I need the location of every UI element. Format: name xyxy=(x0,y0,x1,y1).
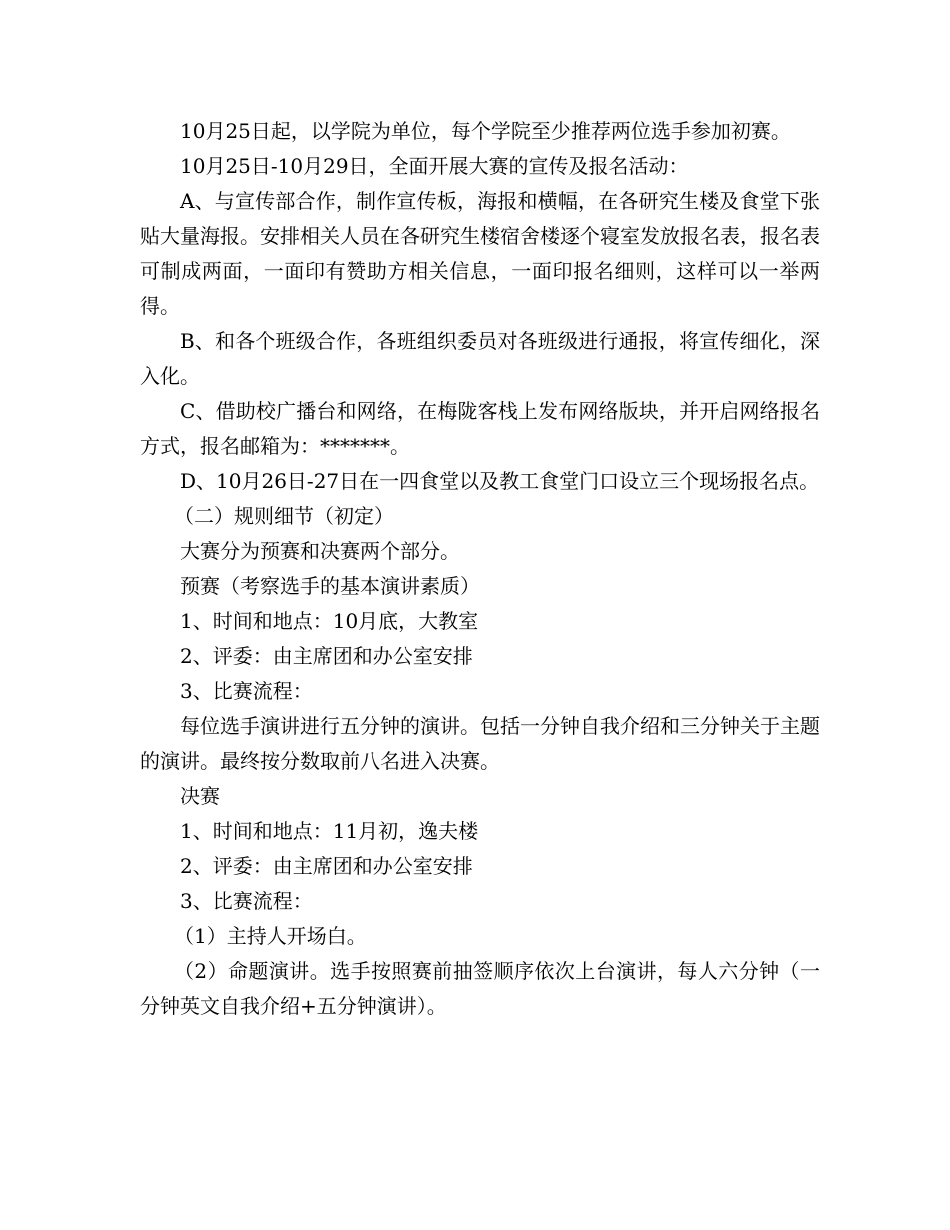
paragraph-item-b: B、和各个班级合作，各班组织委员对各班级进行通报，将宣传细化，深入化。 xyxy=(140,329,820,388)
paragraph-promotion-period: 10月25日-10月29日，全面开展大赛的宣传及报名活动： xyxy=(180,154,689,178)
final-time-place: 1、时间和地点：11月初，逸夫楼 xyxy=(180,819,479,843)
paragraph-item-d: D、10月26日-27日在一四食堂以及教工食堂门口设立三个现场报名点。 xyxy=(180,469,820,493)
paragraph-competition-parts: 大赛分为预赛和决赛两个部分。 xyxy=(180,539,460,563)
preliminary-process-detail: 每位选手演讲进行五分钟的演讲。包括一分钟自我介绍和三分钟关于主题的演讲。最终按分数取前八名进入决赛。 xyxy=(140,714,820,773)
paragraph-item-a: A、与宣传部合作，制作宣传板，海报和横幅，在各研究生楼及食堂下张贴大量海报。安排相关人员在各研究生楼宿舍楼逐个寝室发放报名表，报名表可制成两面，一面印有赞助方相关信息，一面印报名细则，这样可以一举两得。 xyxy=(140,189,820,318)
subheading-preliminary: 预赛（考察选手的基本演讲素质） xyxy=(180,574,480,598)
paragraph-item-c: C、借助校广播台和网络，在梅陇客栈上发布网络版块，并开启网络报名方式，报名邮箱为：*******。 xyxy=(140,399,820,458)
preliminary-process-label: 3、比赛流程： xyxy=(180,679,313,703)
section-heading-rules: （二）规则细节（初定） xyxy=(174,504,394,528)
final-step-2: （2）命题演讲。选手按照赛前抽签顺序依次上台演讲，每人六分钟（一分钟英文自我介绍+五分钟演讲）。 xyxy=(140,959,820,1018)
paragraph-registration-start: 10月25日起，以学院为单位，每个学院至少推荐两位选手参加初赛。 xyxy=(180,119,791,143)
preliminary-time-place: 1、时间和地点：10月底，大教室 xyxy=(180,609,479,633)
preliminary-judges: 2、评委：由主席团和办公室安排 xyxy=(180,644,473,668)
final-judges: 2、评委：由主席团和办公室安排 xyxy=(180,854,473,878)
document-page xyxy=(140,114,820,1024)
final-process-label: 3、比赛流程： xyxy=(180,889,313,913)
subheading-final: 决赛 xyxy=(180,784,220,808)
final-step-1: （1）主持人开场白。 xyxy=(174,924,367,948)
